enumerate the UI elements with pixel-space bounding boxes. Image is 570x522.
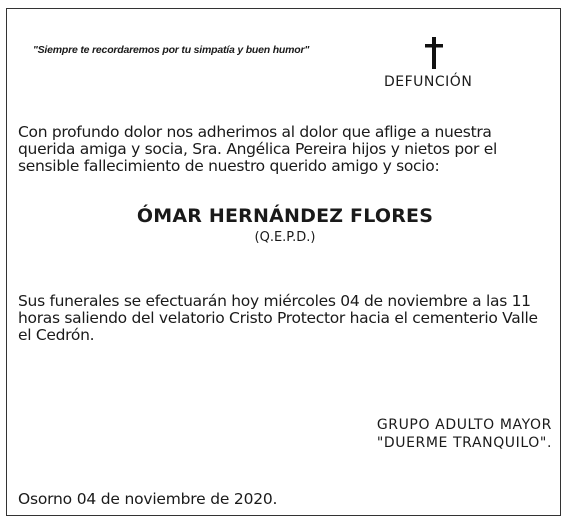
place-and-date: Osorno 04 de noviembre de 2020. <box>18 490 278 508</box>
funeral-details-paragraph: Sus funerales se efectuarán hoy miércoles 04 de noviembre a las 11 horas saliendo del velatorio Cristo Protector hacia el cementerio Valle el Cedrón. <box>18 292 538 344</box>
deceased-name: ÓMAR HERNÁNDEZ FLORES <box>136 205 434 227</box>
memorial-quote: "Siempre te recordaremos por tu simpatía y buen humor" <box>32 44 310 56</box>
signature-line-1: GRUPO ADULTO MAYOR <box>376 417 552 433</box>
latin-cross-icon <box>421 36 447 70</box>
notice-heading: DEFUNCIÓN <box>384 74 473 90</box>
condolence-paragraph: Con profundo dolor nos adherimos al dolor que aflige a nuestra querida amiga y socia, Sra. Angélica Pereira hijos y nietos por el sensible fallecimiento de nuestro querido amigo y socio: <box>18 123 497 175</box>
qepd-label: (Q.E.P.D.) <box>254 230 316 245</box>
signature-block <box>377 416 552 452</box>
signature-line-2: "DUERME TRANQUILO". <box>376 435 552 451</box>
